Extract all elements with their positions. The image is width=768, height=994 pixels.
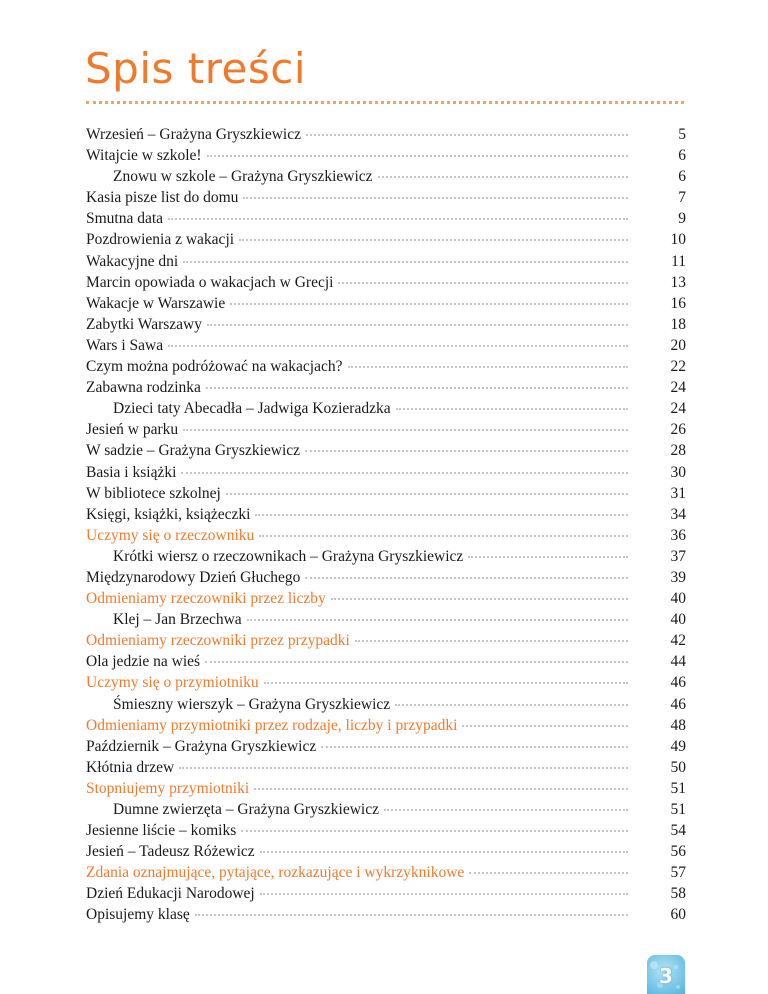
toc-entry-page: 31 <box>670 484 686 502</box>
toc-subentry[interactable] <box>86 398 686 419</box>
toc-entry-title: W bibliotece szkolnej <box>86 484 221 502</box>
toc-entry-title: W sadzie – Grażyna Gryszkiewicz <box>86 442 301 460</box>
toc-entry-page: 5 <box>678 126 686 143</box>
toc-entry-title: Znowu w szkole – Grażyna Gryszkiewicz <box>113 168 373 186</box>
dot-leader <box>179 766 628 769</box>
toc-entry[interactable] <box>86 504 686 525</box>
dot-leader <box>230 302 628 305</box>
toc-entry[interactable] <box>86 229 686 250</box>
toc-entry[interactable] <box>86 314 686 335</box>
toc-entry-title: Wakacje w Warszawie <box>86 294 226 312</box>
dot-leader <box>384 808 628 811</box>
toc-entry-page: 26 <box>670 421 686 439</box>
dot-leader <box>241 829 628 832</box>
toc-entry-page: 37 <box>670 547 686 565</box>
toc-entry-title: Kłótnia drzew <box>86 758 175 776</box>
title-dotted-divider <box>86 101 684 104</box>
toc-entry-page: 30 <box>670 463 686 481</box>
toc-entry-page: 46 <box>670 674 686 692</box>
toc-entry-page: 58 <box>670 885 686 903</box>
toc-entry-page: 51 <box>670 801 686 818</box>
dot-leader <box>331 597 628 600</box>
dot-leader <box>355 639 628 642</box>
toc-entry-title: Zabawna rodzinka <box>86 379 201 397</box>
page-title: Spis treści <box>85 44 307 93</box>
toc-entry-title: Marcin opowiada o wakacjach w Grecji <box>86 273 334 291</box>
dot-leader <box>207 323 628 326</box>
toc-entry-title: Ola jedzie na wieś <box>86 653 201 671</box>
toc-entry-page: 20 <box>670 336 686 354</box>
toc-entry-page: 10 <box>670 231 686 249</box>
toc-entry-title: Witajcie w szkole! <box>86 147 202 165</box>
toc-chapter-entry[interactable] <box>86 588 686 609</box>
toc-entry[interactable] <box>86 483 686 504</box>
toc-entry-title: Pozdrowienia z wakacji <box>86 231 235 249</box>
toc-entry[interactable] <box>86 651 686 672</box>
toc-entry-page: 24 <box>670 379 686 397</box>
toc-entry[interactable] <box>86 419 686 440</box>
toc-entry-title: Wakacyjne dni <box>86 252 179 270</box>
toc-entry-page: 16 <box>670 294 686 312</box>
toc-entry-title: Opisujemy klasę <box>86 906 190 924</box>
toc-entry-title: Międzynarodowy Dzień Głuchego <box>86 568 301 586</box>
toc-entry-title: Stopniujemy przymiotniki <box>86 779 250 797</box>
toc-entry-page: 36 <box>670 526 686 544</box>
toc-entry-page: 22 <box>670 358 686 376</box>
toc-entry-page: 57 <box>670 864 686 882</box>
dot-leader <box>306 133 628 136</box>
dot-leader <box>168 344 628 347</box>
toc-entry[interactable] <box>86 356 686 377</box>
toc-entry-page: 46 <box>670 695 686 713</box>
dot-leader <box>462 724 628 727</box>
toc-entry[interactable] <box>86 757 686 778</box>
toc-chapter-entry[interactable] <box>86 672 686 693</box>
dot-leader <box>239 238 628 241</box>
toc-entry[interactable] <box>86 883 686 904</box>
toc-entry[interactable] <box>86 904 686 925</box>
toc-entry-title: Smutna data <box>86 210 164 228</box>
toc-entry-title: Basia i książki <box>86 463 177 481</box>
page-number-badge <box>647 955 685 994</box>
toc-entry-title: Dzień Edukacji Narodowej <box>86 885 255 903</box>
toc-entry-page: 40 <box>670 590 686 608</box>
toc-entry-page: 60 <box>670 906 686 924</box>
toc-entry[interactable] <box>86 841 686 862</box>
dot-leader <box>378 175 628 178</box>
toc-entry-title: Uczymy się o przymiotniku <box>86 674 259 692</box>
toc-entry-page: 18 <box>670 315 686 333</box>
toc-entry-page: 49 <box>670 737 686 755</box>
toc-entry-title: Krótki wiersz o rzeczownikach – Grażyna Gryszkiewicz <box>113 547 464 565</box>
toc-entry-page: 34 <box>670 505 686 523</box>
toc-entry-page: 7 <box>678 189 686 207</box>
toc-entry-title: Zabytki Warszawy <box>86 315 202 333</box>
toc-entry-page: 13 <box>670 273 686 291</box>
dot-leader <box>469 871 628 874</box>
toc-subentry[interactable] <box>86 546 686 567</box>
dot-leader <box>305 449 628 452</box>
toc-entry-page: 24 <box>670 400 686 418</box>
dot-leader <box>259 534 628 537</box>
dot-leader <box>338 281 628 284</box>
toc-entry[interactable] <box>86 440 686 461</box>
toc-entry-title: Wars i Sawa <box>86 336 164 354</box>
toc-entry-page: 42 <box>670 632 686 650</box>
dot-leader <box>255 513 628 516</box>
dot-leader <box>207 154 628 157</box>
toc-entry-title: Kasia pisze list do domu <box>86 189 239 207</box>
toc-entry-title: Księgi, książki, książeczki <box>86 505 251 523</box>
toc-entry-title: Odmieniamy rzeczowniki przez przypadki <box>86 632 350 650</box>
toc-entry[interactable] <box>86 272 686 293</box>
dot-leader <box>260 850 628 853</box>
toc-entry-page: 39 <box>670 568 686 586</box>
toc-entry[interactable] <box>86 187 686 208</box>
dot-leader <box>395 703 628 706</box>
page-number: 3 <box>659 963 673 988</box>
toc-entry-page: 9 <box>678 210 686 228</box>
toc-entry-title: Dzieci taty Abecadła – Jadwiga Kozieradzka <box>113 400 391 418</box>
dot-leader <box>206 386 628 389</box>
toc-entry-page: 51 <box>670 779 686 797</box>
toc-chapter-entry[interactable] <box>86 862 686 883</box>
dot-leader <box>243 196 628 199</box>
dot-leader <box>205 660 628 663</box>
dot-leader <box>305 576 628 579</box>
toc-entry[interactable] <box>86 251 686 272</box>
toc-entry[interactable] <box>86 208 686 229</box>
toc-entry[interactable] <box>86 462 686 483</box>
dot-leader <box>321 745 628 748</box>
table-of-contents <box>86 124 686 926</box>
dot-leader <box>226 492 628 495</box>
dot-leader <box>183 260 628 263</box>
toc-entry-page: 54 <box>670 822 686 840</box>
toc-chapter-entry[interactable] <box>86 778 686 799</box>
toc-entry-page: 11 <box>671 252 686 270</box>
toc-chapter-entry[interactable] <box>86 630 686 651</box>
toc-entry-page: 6 <box>678 168 686 186</box>
toc-entry-title: Jesienne liście – komiks <box>86 822 237 840</box>
toc-entry-page: 6 <box>678 147 686 165</box>
toc-subentry[interactable] <box>86 609 686 630</box>
toc-entry-title: Klej – Jan Brzechwa <box>113 611 242 629</box>
dot-leader <box>264 681 628 684</box>
toc-entry-page: 50 <box>670 758 686 776</box>
dot-leader <box>254 787 628 790</box>
toc-entry[interactable] <box>86 293 686 314</box>
toc-entry[interactable] <box>86 736 686 757</box>
toc-chapter-entry[interactable] <box>86 715 686 736</box>
toc-entry[interactable] <box>86 145 686 166</box>
toc-entry[interactable] <box>86 377 686 398</box>
dot-leader <box>260 892 628 895</box>
dot-leader <box>183 428 628 431</box>
toc-entry[interactable] <box>86 567 686 588</box>
toc-entry-page: 40 <box>670 611 686 629</box>
toc-entry-title: Odmieniamy przymiotniki przez rodzaje, liczby i przypadki <box>86 716 458 734</box>
toc-entry-page: 48 <box>670 716 686 734</box>
toc-entry-title: Dumne zwierzęta – Grażyna Gryszkiewicz <box>113 801 379 818</box>
toc-entry-title: Zdania oznajmujące, pytające, rozkazujące i wykrzyknikowe <box>86 864 465 882</box>
toc-entry-title: Wrzesień – Grażyna Gryszkiewicz <box>86 126 301 143</box>
toc-entry-title: Październik – Grażyna Gryszkiewicz <box>86 737 317 755</box>
toc-entry-page: 56 <box>670 843 686 861</box>
toc-entry[interactable] <box>86 335 686 356</box>
toc-subentry[interactable] <box>86 166 686 187</box>
toc-entry-page: 44 <box>670 653 686 671</box>
dot-leader <box>468 555 628 558</box>
toc-entry[interactable] <box>86 820 686 841</box>
dot-leader <box>195 913 628 916</box>
dot-leader <box>396 407 628 410</box>
dot-leader <box>348 365 629 368</box>
toc-entry-title: Uczymy się o rzeczowniku <box>86 526 255 544</box>
toc-chapter-entry[interactable] <box>86 525 686 546</box>
toc-subentry[interactable] <box>86 694 686 715</box>
toc-entry-title: Czym można podróżować na wakacjach? <box>86 358 343 376</box>
toc-entry-title: Jesień w parku <box>86 421 179 439</box>
toc-entry-title: Odmieniamy rzeczowniki przez liczby <box>86 590 326 608</box>
dot-leader <box>168 217 628 220</box>
toc-entry-page: 28 <box>670 442 686 460</box>
toc-entry-title: Śmieszny wierszyk – Grażyna Gryszkiewicz <box>113 695 391 713</box>
dot-leader <box>181 471 628 474</box>
dot-leader <box>247 618 628 621</box>
toc-entry-title: Jesień – Tadeusz Różewicz <box>86 843 255 861</box>
toc-subentry[interactable] <box>86 799 686 820</box>
toc-entry[interactable] <box>86 124 686 145</box>
